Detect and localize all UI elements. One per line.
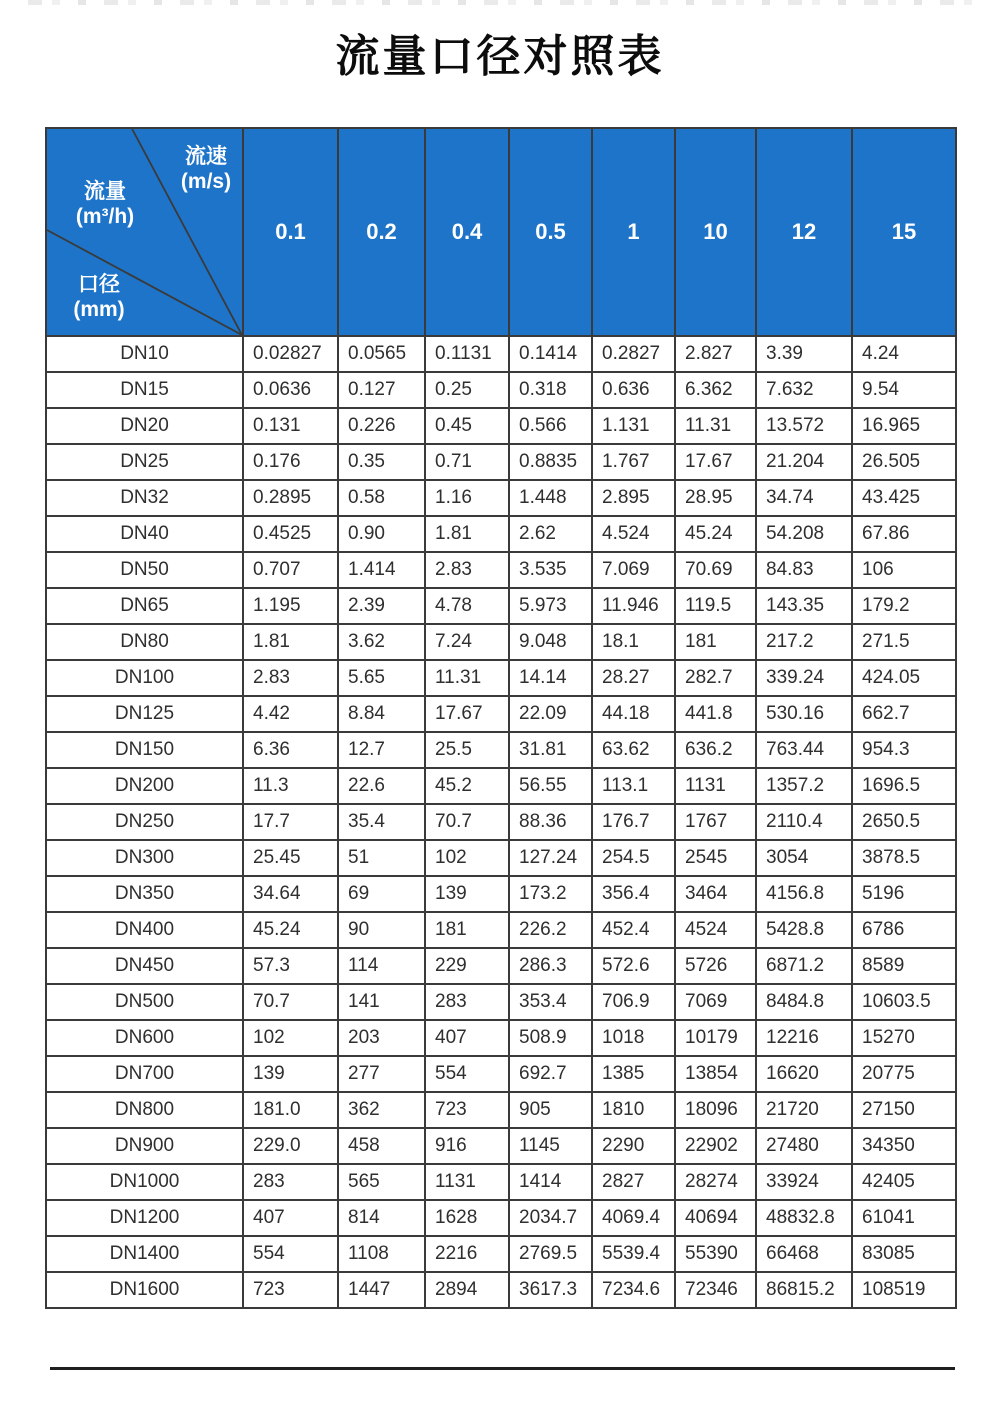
dn-label: DN125 xyxy=(46,696,243,732)
flow-value-cell: 43.425 xyxy=(852,480,956,516)
flow-value-cell: 44.18 xyxy=(592,696,675,732)
flow-value-cell: 362 xyxy=(338,1092,425,1128)
flow-value-cell: 0.1414 xyxy=(509,336,592,372)
dn-label: DN1400 xyxy=(46,1236,243,1272)
flow-value-cell: 6786 xyxy=(852,912,956,948)
flow-value-cell: 3464 xyxy=(675,876,756,912)
table-row-DN350 xyxy=(46,876,956,912)
flow-value-cell: 20775 xyxy=(852,1056,956,1092)
diameter-unit-text: (mm) xyxy=(73,298,125,322)
flow-value-cell: 5.65 xyxy=(338,660,425,696)
flow-value-cell: 1.195 xyxy=(243,588,338,624)
flow-value-cell: 13854 xyxy=(675,1056,756,1092)
velocity-label-text: 流速 xyxy=(185,145,227,168)
flow-value-cell: 25.45 xyxy=(243,840,338,876)
table-row-DN10 xyxy=(46,336,956,372)
flow-value-cell: 7069 xyxy=(675,984,756,1020)
flow-value-cell: 181.0 xyxy=(243,1092,338,1128)
table-row-DN125 xyxy=(46,696,956,732)
flow-value-cell: 4156.8 xyxy=(756,876,852,912)
flow-value-cell: 70.7 xyxy=(425,804,509,840)
velocity-header-12: 12 xyxy=(756,128,852,336)
flow-value-cell: 692.7 xyxy=(509,1056,592,1092)
flow-value-cell: 48832.8 xyxy=(756,1200,852,1236)
velocity-header-0.1: 0.1 xyxy=(243,128,338,336)
dn-label: DN700 xyxy=(46,1056,243,1092)
flow-value-cell: 7.069 xyxy=(592,552,675,588)
flow-value-cell: 72346 xyxy=(675,1272,756,1308)
velocity-header-0.4: 0.4 xyxy=(425,128,509,336)
flow-value-cell: 0.71 xyxy=(425,444,509,480)
flow-value-cell: 17.67 xyxy=(675,444,756,480)
flow-value-cell: 1018 xyxy=(592,1020,675,1056)
page-title: 流量口径对照表 xyxy=(335,32,665,81)
flow-value-cell: 226.2 xyxy=(509,912,592,948)
footer-divider-line xyxy=(50,1367,955,1370)
flow-value-cell: 508.9 xyxy=(509,1020,592,1056)
flow-value-cell: 57.3 xyxy=(243,948,338,984)
flow-value-cell: 203 xyxy=(338,1020,425,1056)
flow-value-cell: 70.69 xyxy=(675,552,756,588)
flow-value-cell: 114 xyxy=(338,948,425,984)
dn-label: DN350 xyxy=(46,876,243,912)
flow-value-cell: 2110.4 xyxy=(756,804,852,840)
flow-value-cell: 229.0 xyxy=(243,1128,338,1164)
flow-value-cell: 0.707 xyxy=(243,552,338,588)
flow-value-cell: 0.58 xyxy=(338,480,425,516)
flow-value-cell: 4.42 xyxy=(243,696,338,732)
flow-value-cell: 34.74 xyxy=(756,480,852,516)
flow-value-cell: 10603.5 xyxy=(852,984,956,1020)
flow-value-cell: 0.1131 xyxy=(425,336,509,372)
table-row-DN1600 xyxy=(46,1272,956,1308)
flow-value-cell: 12216 xyxy=(756,1020,852,1056)
flow-value-cell: 51 xyxy=(338,840,425,876)
flow-value-cell: 0.127 xyxy=(338,372,425,408)
table-row-DN15 xyxy=(46,372,956,408)
flow-value-cell: 353.4 xyxy=(509,984,592,1020)
flow-value-cell: 4.24 xyxy=(852,336,956,372)
flow-value-cell: 9.54 xyxy=(852,372,956,408)
flow-value-cell: 636.2 xyxy=(675,732,756,768)
flow-value-cell: 458 xyxy=(338,1128,425,1164)
velocity-header-0.5: 0.5 xyxy=(509,128,592,336)
flow-value-cell: 0.176 xyxy=(243,444,338,480)
flow-value-cell: 143.35 xyxy=(756,588,852,624)
flow-value-cell: 1.448 xyxy=(509,480,592,516)
flow-value-cell: 5539.4 xyxy=(592,1236,675,1272)
flow-value-cell: 1.414 xyxy=(338,552,425,588)
table-row-DN300 xyxy=(46,840,956,876)
flow-value-cell: 34350 xyxy=(852,1128,956,1164)
flow-value-cell: 108519 xyxy=(852,1272,956,1308)
flow-value-cell: 16.965 xyxy=(852,408,956,444)
flow-value-cell: 45.2 xyxy=(425,768,509,804)
table-row-DN40 xyxy=(46,516,956,552)
table-row-DN800 xyxy=(46,1092,956,1128)
flow-value-cell: 14.14 xyxy=(509,660,592,696)
flow-value-cell: 17.7 xyxy=(243,804,338,840)
velocity-unit-text: (m/s) xyxy=(180,170,232,194)
flow-value-cell: 0.636 xyxy=(592,372,675,408)
flow-diameter-table xyxy=(45,127,957,1309)
flow-value-cell: 12.7 xyxy=(338,732,425,768)
flow-value-cell: 2034.7 xyxy=(509,1200,592,1236)
flow-value-cell: 2216 xyxy=(425,1236,509,1272)
flow-value-cell: 254.5 xyxy=(592,840,675,876)
flow-value-cell: 554 xyxy=(243,1236,338,1272)
flow-value-cell: 4524 xyxy=(675,912,756,948)
flow-value-cell: 8484.8 xyxy=(756,984,852,1020)
flow-value-cell: 1810 xyxy=(592,1092,675,1128)
flow-value-cell: 1.131 xyxy=(592,408,675,444)
flow-value-cell: 17.67 xyxy=(425,696,509,732)
table-row-DN1200 xyxy=(46,1200,956,1236)
flow-value-cell: 424.05 xyxy=(852,660,956,696)
flow-value-cell: 113.1 xyxy=(592,768,675,804)
flow-value-cell: 0.318 xyxy=(509,372,592,408)
flow-value-cell: 4069.4 xyxy=(592,1200,675,1236)
flow-value-cell: 565 xyxy=(338,1164,425,1200)
table-row-DN80 xyxy=(46,624,956,660)
table-row-DN600 xyxy=(46,1020,956,1056)
flow-value-cell: 277 xyxy=(338,1056,425,1092)
velocity-header-10: 10 xyxy=(675,128,756,336)
dn-label: DN15 xyxy=(46,372,243,408)
flow-value-cell: 6871.2 xyxy=(756,948,852,984)
flow-value-cell: 22.6 xyxy=(338,768,425,804)
flow-value-cell: 0.226 xyxy=(338,408,425,444)
dn-label: DN65 xyxy=(46,588,243,624)
flow-value-cell: 86815.2 xyxy=(756,1272,852,1308)
flow-value-cell: 34.64 xyxy=(243,876,338,912)
flow-value-cell: 40694 xyxy=(675,1200,756,1236)
table-row-DN700 xyxy=(46,1056,956,1092)
flow-value-cell: 441.8 xyxy=(675,696,756,732)
flow-value-cell: 9.048 xyxy=(509,624,592,660)
flow-value-cell: 181 xyxy=(675,624,756,660)
table-row-DN900 xyxy=(46,1128,956,1164)
flow-value-cell: 1.767 xyxy=(592,444,675,480)
flow-value-cell: 45.24 xyxy=(243,912,338,948)
flow-value-cell: 3054 xyxy=(756,840,852,876)
cropped-text-remnant xyxy=(28,0,972,5)
flow-value-cell: 1.81 xyxy=(243,624,338,660)
flow-value-cell: 2.83 xyxy=(425,552,509,588)
flow-value-cell: 18096 xyxy=(675,1092,756,1128)
flow-value-cell: 141 xyxy=(338,984,425,1020)
flow-value-cell: 10179 xyxy=(675,1020,756,1056)
flow-value-cell: 84.83 xyxy=(756,552,852,588)
table-row-DN200 xyxy=(46,768,956,804)
flow-label-text: 流量 xyxy=(84,180,126,203)
flow-value-cell: 0.35 xyxy=(338,444,425,480)
flow-value-cell: 3.535 xyxy=(509,552,592,588)
flow-value-cell: 1131 xyxy=(425,1164,509,1200)
dn-label: DN25 xyxy=(46,444,243,480)
flow-value-cell: 88.36 xyxy=(509,804,592,840)
flow-value-cell: 1131 xyxy=(675,768,756,804)
flow-value-cell: 1767 xyxy=(675,804,756,840)
table-row-DN500 xyxy=(46,984,956,1020)
flow-value-cell: 33924 xyxy=(756,1164,852,1200)
flow-value-cell: 0.566 xyxy=(509,408,592,444)
flow-value-cell: 283 xyxy=(425,984,509,1020)
flow-value-cell: 31.81 xyxy=(509,732,592,768)
flow-value-cell: 2.83 xyxy=(243,660,338,696)
flow-value-cell: 3617.3 xyxy=(509,1272,592,1308)
flow-value-cell: 356.4 xyxy=(592,876,675,912)
flow-value-cell: 2.827 xyxy=(675,336,756,372)
flow-value-cell: 13.572 xyxy=(756,408,852,444)
flow-value-cell: 15270 xyxy=(852,1020,956,1056)
flow-value-cell: 27480 xyxy=(756,1128,852,1164)
flow-value-cell: 139 xyxy=(243,1056,338,1092)
flow-value-cell: 5726 xyxy=(675,948,756,984)
dn-label: DN600 xyxy=(46,1020,243,1056)
flow-value-cell: 2827 xyxy=(592,1164,675,1200)
corner-velocity-label xyxy=(167,144,243,194)
flow-value-cell: 0.131 xyxy=(243,408,338,444)
flow-value-cell: 69 xyxy=(338,876,425,912)
flow-value-cell: 45.24 xyxy=(675,516,756,552)
flow-value-cell: 1.16 xyxy=(425,480,509,516)
flow-value-cell: 102 xyxy=(425,840,509,876)
flow-value-cell: 1145 xyxy=(509,1128,592,1164)
flow-value-cell: 723 xyxy=(425,1092,509,1128)
flow-value-cell: 452.4 xyxy=(592,912,675,948)
flow-value-cell: 1357.2 xyxy=(756,768,852,804)
flow-value-cell: 0.0636 xyxy=(243,372,338,408)
flow-value-cell: 0.45 xyxy=(425,408,509,444)
flow-value-cell: 2.62 xyxy=(509,516,592,552)
flow-value-cell: 407 xyxy=(243,1200,338,1236)
dn-label: DN20 xyxy=(46,408,243,444)
velocity-header-15: 15 xyxy=(852,128,956,336)
flow-value-cell: 61041 xyxy=(852,1200,956,1236)
flow-value-cell: 26.505 xyxy=(852,444,956,480)
dn-label: DN100 xyxy=(46,660,243,696)
flow-value-cell: 572.6 xyxy=(592,948,675,984)
flow-value-cell: 229 xyxy=(425,948,509,984)
flow-value-cell: 11.3 xyxy=(243,768,338,804)
flow-value-cell: 339.24 xyxy=(756,660,852,696)
flow-value-cell: 106 xyxy=(852,552,956,588)
flow-value-cell: 723 xyxy=(243,1272,338,1308)
flow-value-cell: 179.2 xyxy=(852,588,956,624)
flow-value-cell: 1385 xyxy=(592,1056,675,1092)
dn-label: DN1200 xyxy=(46,1200,243,1236)
flow-value-cell: 70.7 xyxy=(243,984,338,1020)
flow-value-cell: 42405 xyxy=(852,1164,956,1200)
flow-value-cell: 905 xyxy=(509,1092,592,1128)
table-row-DN450 xyxy=(46,948,956,984)
flow-value-cell: 2.895 xyxy=(592,480,675,516)
table-row-DN400 xyxy=(46,912,956,948)
flow-value-cell: 0.90 xyxy=(338,516,425,552)
flow-value-cell: 5196 xyxy=(852,876,956,912)
flow-value-cell: 67.86 xyxy=(852,516,956,552)
flow-value-cell: 5.973 xyxy=(509,588,592,624)
table-row-DN150 xyxy=(46,732,956,768)
flow-value-cell: 662.7 xyxy=(852,696,956,732)
flow-value-cell: 22.09 xyxy=(509,696,592,732)
flow-value-cell: 1414 xyxy=(509,1164,592,1200)
flow-value-cell: 119.5 xyxy=(675,588,756,624)
table-row-DN250 xyxy=(46,804,956,840)
flow-value-cell: 56.55 xyxy=(509,768,592,804)
flow-value-cell: 28.95 xyxy=(675,480,756,516)
flow-value-cell: 7.632 xyxy=(756,372,852,408)
flow-value-cell: 217.2 xyxy=(756,624,852,660)
dn-label: DN300 xyxy=(46,840,243,876)
dn-label: DN400 xyxy=(46,912,243,948)
table-row-DN25 xyxy=(46,444,956,480)
flow-value-cell: 21720 xyxy=(756,1092,852,1128)
dn-label: DN32 xyxy=(46,480,243,516)
flow-value-cell: 28.27 xyxy=(592,660,675,696)
flow-value-cell: 18.1 xyxy=(592,624,675,660)
dn-label: DN800 xyxy=(46,1092,243,1128)
flow-value-cell: 5428.8 xyxy=(756,912,852,948)
flow-value-cell: 3878.5 xyxy=(852,840,956,876)
flow-value-cell: 173.2 xyxy=(509,876,592,912)
flow-value-cell: 0.0565 xyxy=(338,336,425,372)
flow-value-cell: 763.44 xyxy=(756,732,852,768)
flow-value-cell: 1696.5 xyxy=(852,768,956,804)
flow-value-cell: 706.9 xyxy=(592,984,675,1020)
flow-value-cell: 7234.6 xyxy=(592,1272,675,1308)
flow-value-cell: 11.946 xyxy=(592,588,675,624)
flow-value-cell: 139 xyxy=(425,876,509,912)
dn-label: DN1000 xyxy=(46,1164,243,1200)
flow-value-cell: 2769.5 xyxy=(509,1236,592,1272)
flow-value-cell: 530.16 xyxy=(756,696,852,732)
flow-value-cell: 90 xyxy=(338,912,425,948)
flow-value-cell: 2894 xyxy=(425,1272,509,1308)
flow-value-cell: 282.7 xyxy=(675,660,756,696)
flow-value-cell: 83085 xyxy=(852,1236,956,1272)
flow-value-cell: 63.62 xyxy=(592,732,675,768)
velocity-header-1: 1 xyxy=(592,128,675,336)
dn-label: DN450 xyxy=(46,948,243,984)
flow-value-cell: 55390 xyxy=(675,1236,756,1272)
flow-value-cell: 271.5 xyxy=(852,624,956,660)
dn-label: DN250 xyxy=(46,804,243,840)
flow-value-cell: 1108 xyxy=(338,1236,425,1272)
flow-value-cell: 4.524 xyxy=(592,516,675,552)
flow-value-cell: 181 xyxy=(425,912,509,948)
corner-flow-label xyxy=(59,179,151,229)
table-row-DN1400 xyxy=(46,1236,956,1272)
flow-value-cell: 2650.5 xyxy=(852,804,956,840)
flow-value-cell: 25.5 xyxy=(425,732,509,768)
dn-label: DN50 xyxy=(46,552,243,588)
flow-value-cell: 4.78 xyxy=(425,588,509,624)
flow-value-cell: 7.24 xyxy=(425,624,509,660)
flow-value-cell: 8589 xyxy=(852,948,956,984)
flow-value-cell: 27150 xyxy=(852,1092,956,1128)
dn-label: DN500 xyxy=(46,984,243,1020)
flow-value-cell: 16620 xyxy=(756,1056,852,1092)
flow-value-cell: 176.7 xyxy=(592,804,675,840)
flow-value-cell: 54.208 xyxy=(756,516,852,552)
flow-value-cell: 66468 xyxy=(756,1236,852,1272)
flow-value-cell: 0.2827 xyxy=(592,336,675,372)
flow-value-cell: 6.362 xyxy=(675,372,756,408)
diameter-label-text: 口径 xyxy=(78,273,120,296)
flow-value-cell: 28274 xyxy=(675,1164,756,1200)
dn-label: DN150 xyxy=(46,732,243,768)
flow-value-cell: 3.62 xyxy=(338,624,425,660)
flow-value-cell: 286.3 xyxy=(509,948,592,984)
flow-value-cell: 554 xyxy=(425,1056,509,1092)
flow-value-cell: 2545 xyxy=(675,840,756,876)
flow-value-cell: 1628 xyxy=(425,1200,509,1236)
corner-header-cell xyxy=(46,128,243,336)
flow-value-cell: 0.25 xyxy=(425,372,509,408)
flow-value-cell: 0.02827 xyxy=(243,336,338,372)
flow-value-cell: 35.4 xyxy=(338,804,425,840)
table-row-DN20 xyxy=(46,408,956,444)
table-body xyxy=(46,336,956,1308)
dn-label: DN40 xyxy=(46,516,243,552)
dn-label: DN10 xyxy=(46,336,243,372)
velocity-header-row xyxy=(46,128,956,336)
table-row-DN65 xyxy=(46,588,956,624)
flow-value-cell: 0.2895 xyxy=(243,480,338,516)
table-row-DN50 xyxy=(46,552,956,588)
flow-value-cell: 102 xyxy=(243,1020,338,1056)
flow-value-cell: 6.36 xyxy=(243,732,338,768)
dn-label: DN1600 xyxy=(46,1272,243,1308)
flow-value-cell: 916 xyxy=(425,1128,509,1164)
flow-value-cell: 814 xyxy=(338,1200,425,1236)
velocity-header-0.2: 0.2 xyxy=(338,128,425,336)
flow-value-cell: 2290 xyxy=(592,1128,675,1164)
flow-value-cell: 22902 xyxy=(675,1128,756,1164)
flow-value-cell: 3.39 xyxy=(756,336,852,372)
table-row-DN32 xyxy=(46,480,956,516)
flow-value-cell: 21.204 xyxy=(756,444,852,480)
dn-label: DN900 xyxy=(46,1128,243,1164)
flow-value-cell: 0.4525 xyxy=(243,516,338,552)
flow-value-cell: 1.81 xyxy=(425,516,509,552)
flow-value-cell: 127.24 xyxy=(509,840,592,876)
flow-value-cell: 11.31 xyxy=(675,408,756,444)
table-row-DN1000 xyxy=(46,1164,956,1200)
table-row-DN100 xyxy=(46,660,956,696)
flow-value-cell: 954.3 xyxy=(852,732,956,768)
flow-value-cell: 11.31 xyxy=(425,660,509,696)
flow-value-cell: 2.39 xyxy=(338,588,425,624)
flow-value-cell: 1447 xyxy=(338,1272,425,1308)
dn-label: DN200 xyxy=(46,768,243,804)
flow-value-cell: 0.8835 xyxy=(509,444,592,480)
flow-value-cell: 8.84 xyxy=(338,696,425,732)
dn-label: DN80 xyxy=(46,624,243,660)
corner-diameter-label xyxy=(57,272,141,322)
flow-unit-text: (m³/h) xyxy=(75,205,135,229)
flow-value-cell: 407 xyxy=(425,1020,509,1056)
flow-value-cell: 283 xyxy=(243,1164,338,1200)
